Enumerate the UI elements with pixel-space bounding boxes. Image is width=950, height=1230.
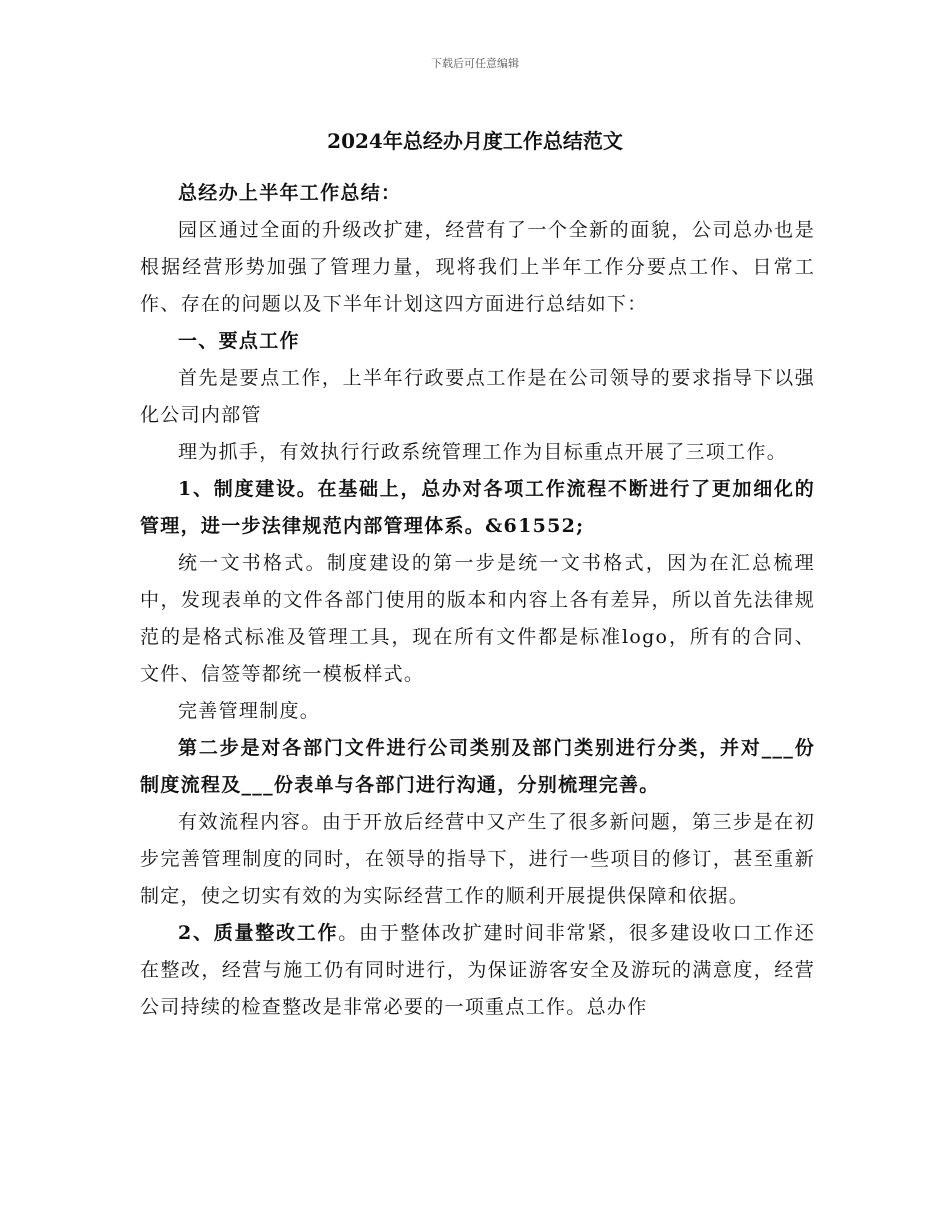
paragraph: 园区通过全面的升级改扩建，经营有了一个全新的面貌，公司总办也是根据经营形势加强了管理力量，现将我们上半年工作分要点工作、日常工作、存在的问题以及下半年计划这四方面进行总结如下： [140, 219, 815, 315]
section-heading-key-work: 一、要点工作 [178, 330, 300, 352]
paragraph-text: 。由于整体改扩建时间非常紧，很多建设收口工作还在整改，经营与施工仍有同时进行，为保证游客安全及游玩的满意度，经营公司持续的检查整改是非常必要的一项重点工作。总办作 [140, 922, 815, 1018]
document-body [140, 175, 815, 1026]
paragraph: 首先是要点工作，上半年行政要点工作是在公司领导的要求指导下以强化公司内部管 [140, 367, 815, 426]
paragraph: 理为抓手，有效执行行政系统管理工作为目标重点开展了三项工作。 [178, 441, 788, 463]
subsection-heading-quality: 2、质量整改工作 [178, 922, 339, 944]
paragraph: 有效流程内容。由于开放后经营中又产生了很多新问题，第三步是在初步完善管理制度的同时，在领导的指导下，进行一些项目的修订，甚至重新制定，使之切实有效的为实际经营工作的顺利开展提供保障和依据。 [140, 811, 815, 907]
paragraph-bold: 第二步是对各部门文件进行公司类别及部门类别进行分类，并对___份制度流程及___份表单与各部门进行沟通，分别梳理完善。 [140, 737, 815, 796]
header-note: 下载后可任意编辑 [431, 57, 519, 70]
paragraph: 完善管理制度。 [178, 700, 321, 722]
subsection-heading-system-building: 1、制度建设。在基础上，总办对各项工作流程不断进行了更加细化的管理，进一步法律规范内部管理体系。&61552; [140, 478, 815, 537]
section-intro-heading: 总经办上半年工作总结： [178, 182, 402, 204]
document-title: 2024年总经办月度工作总结范文 [327, 129, 623, 153]
paragraph-quality-rectification [140, 915, 815, 1026]
paragraph: 统一文书格式。制度建设的第一步是统一文书格式，因为在汇总梳理中，发现表单的文件各部门使用的版本和内容上各有差异，所以首先法律规范的是格式标准及管理工具，现在所有文件都是标准logo，所有的合同、文件、信签等都统一模板样式。 [140, 552, 815, 685]
